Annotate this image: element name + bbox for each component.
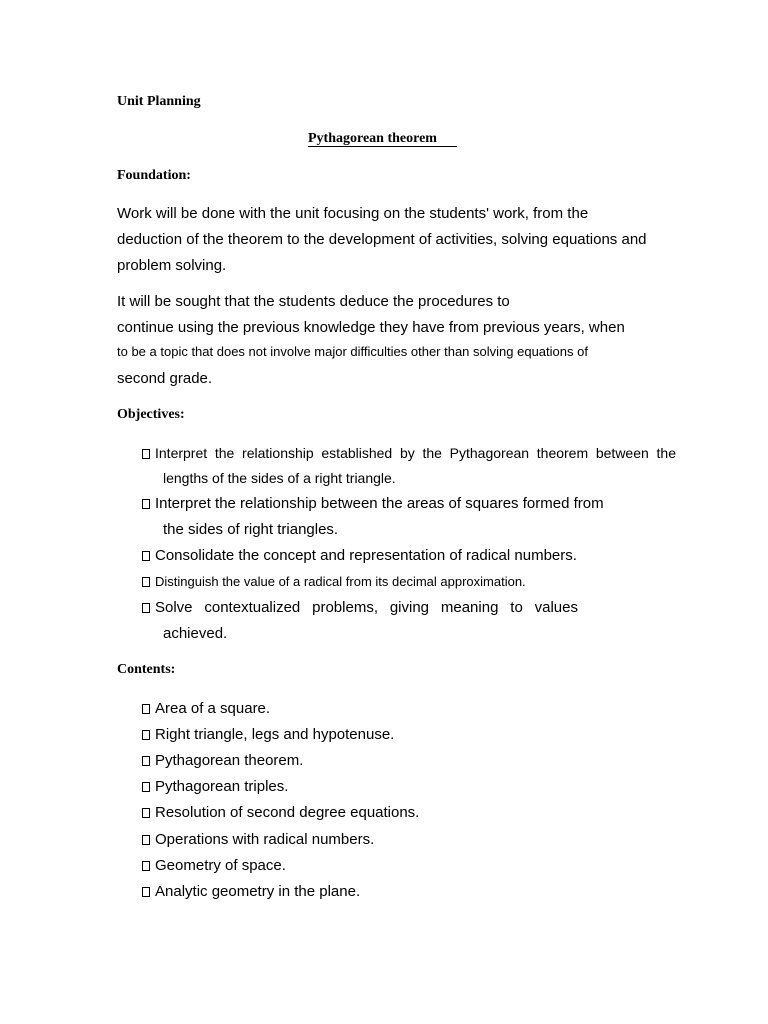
bullet-box-icon xyxy=(142,730,150,740)
foundation-paragraph-1-line: deduction of the theorem to the development of activities, solving equations and xyxy=(117,231,647,248)
bullet-box-icon xyxy=(142,808,150,818)
contents-item: Geometry of space. xyxy=(142,857,286,874)
bullet-box-icon xyxy=(142,499,150,509)
bullet-box-icon xyxy=(142,756,150,766)
contents-item: Resolution of second degree equations. xyxy=(142,804,419,821)
contents-heading: Contents: xyxy=(117,662,176,677)
objective-item-line: Interpret the relationship established by the Pythagorean theorem between the xyxy=(142,445,676,461)
contents-item: Operations with radical numbers. xyxy=(142,831,374,848)
contents-item: Analytic geometry in the plane. xyxy=(142,883,360,900)
objective-item: Consolidate the concept and representation of radical numbers. xyxy=(142,547,577,564)
contents-item: Right triangle, legs and hypotenuse. xyxy=(142,726,394,743)
bullet-box-icon xyxy=(142,603,150,613)
document-title-text: Pythagorean theorem xyxy=(308,131,457,147)
contents-item: Area of a square. xyxy=(142,700,270,717)
objective-item-continuation: achieved. xyxy=(163,625,228,642)
contents-item: Pythagorean triples. xyxy=(142,778,288,795)
bullet-box-icon xyxy=(142,449,150,459)
objectives-heading: Objectives: xyxy=(117,407,185,422)
foundation-paragraph-2-line: It will be sought that the students deduce the procedures to xyxy=(117,293,510,310)
contents-item: Pythagorean theorem. xyxy=(142,752,303,769)
document-heading: Unit Planning xyxy=(117,94,201,109)
bullet-box-icon xyxy=(142,704,150,714)
bullet-box-icon xyxy=(142,577,150,587)
objective-item-line: Solve contextualized problems, giving meaning to values xyxy=(142,599,578,616)
objective-item-continuation: lengths of the sides of a right triangle. xyxy=(163,470,396,486)
objective-item: Distinguish the value of a radical from its decimal approximation. xyxy=(142,574,526,589)
objective-item: Interpret the relationship between the areas of squares formed from xyxy=(142,495,604,512)
foundation-heading: Foundation: xyxy=(117,168,191,183)
foundation-paragraph-1-line: Work will be done with the unit focusing on the students' work, from the xyxy=(117,205,589,222)
document-title xyxy=(308,131,457,147)
objective-item-continuation: the sides of right triangles. xyxy=(163,521,339,538)
objective-item xyxy=(142,599,578,616)
foundation-paragraph-2-line: continue using the previous knowledge they have from previous years, when xyxy=(117,319,625,336)
bullet-box-icon xyxy=(142,782,150,792)
bullet-box-icon xyxy=(142,861,150,871)
foundation-paragraph-2-line: second grade. xyxy=(117,370,213,387)
bullet-box-icon xyxy=(142,887,150,897)
foundation-paragraph-2-line: to be a topic that does not involve major difficulties other than solving equations of xyxy=(117,344,588,359)
objective-item xyxy=(142,445,676,461)
bullet-box-icon xyxy=(142,835,150,845)
bullet-box-icon xyxy=(142,551,150,561)
foundation-paragraph-1-line: problem solving. xyxy=(117,257,227,274)
